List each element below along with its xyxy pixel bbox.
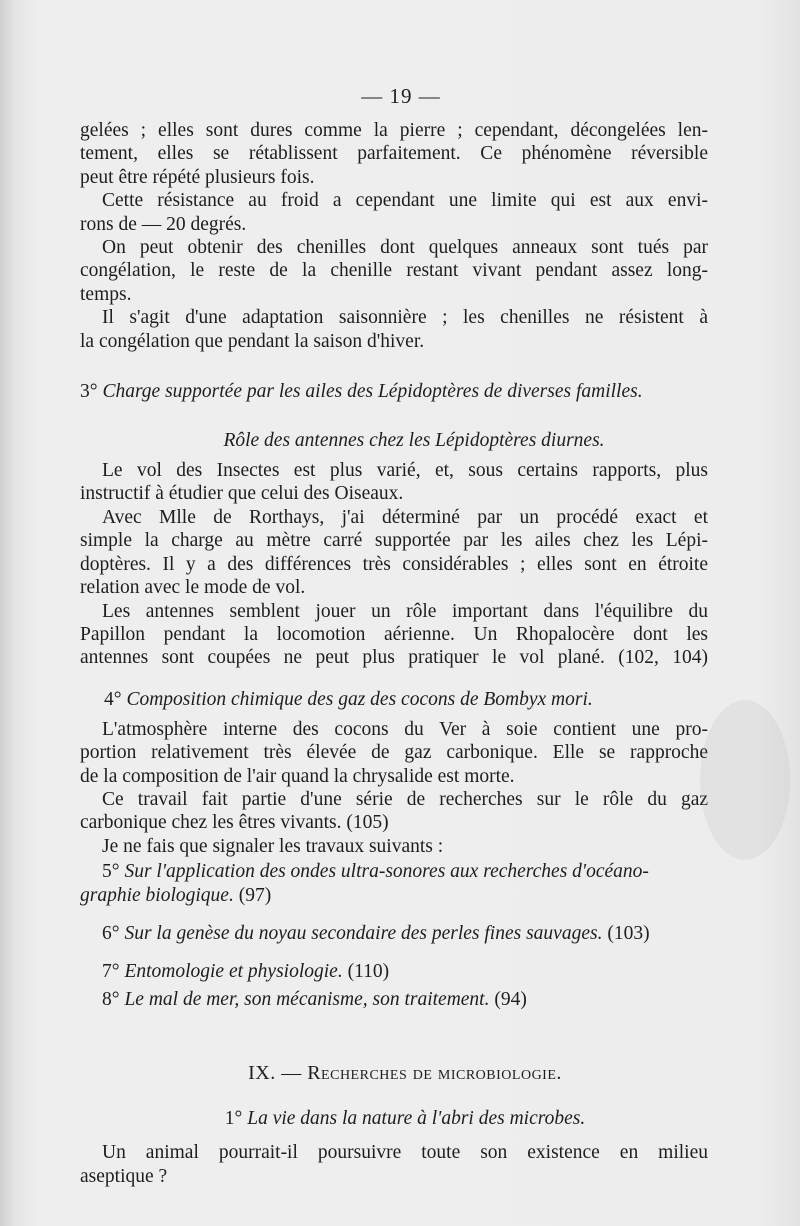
text-line: Papillon pendant la locomotion aérienne. Un Rhopalocère dont les [80, 623, 708, 645]
text-line: carbonique chez les êtres vivants. (105) [80, 812, 389, 834]
text-line: aseptique ? [80, 1165, 168, 1187]
paper-stain [700, 700, 790, 860]
text-line: instructif à étudier que celui des Oiseaux. [80, 483, 404, 505]
paragraph-insect-flight [80, 459, 708, 506]
page-number: — 19 — [361, 84, 441, 108]
item-number: 5° [102, 861, 120, 883]
paragraph-following-works: Je ne fais que signaler les travaux suivants : [102, 835, 444, 857]
item-title: Le mal de mer, son mécanisme, son traitement. [124, 989, 490, 1011]
section-title: La vie dans la nature à l'abri des microbes. [247, 1108, 586, 1130]
text-line: antennes sont coupées ne peut plus pratiquer le vol plané. (102, 104) [80, 647, 708, 669]
text-line: relation avec le mode de vol. [80, 577, 306, 599]
text-line: gelées ; elles sont dures comme la pierre ; cependant, décongelées len- [80, 120, 708, 141]
text-line: simple la charge au mètre carré supportée par les ailes chez les Lépi- [80, 530, 708, 552]
text-line: L'atmosphère interne des cocons du Ver à soie contient une pro- [102, 718, 708, 740]
item-number: 8° [102, 989, 120, 1011]
item-title: Sur l'application des ondes ultra-sonores aux recherches d'océano- [124, 861, 649, 883]
works-list [80, 860, 708, 1012]
text-line: congélation, le reste de la chenille restant vivant pendant assez long- [80, 260, 708, 282]
item-title: Entomologie et physiologie. [124, 961, 343, 983]
paragraph-wing-load [80, 506, 708, 600]
text-line: la congélation que pendant la saison d'hiver. [80, 330, 425, 352]
section-3-heading [80, 380, 708, 404]
item-reference: (110) [347, 961, 390, 983]
text-line: portion relativement très élevée de gaz carbonique. Elle se rapproche [80, 742, 708, 764]
section-ix-subheading [80, 1107, 708, 1131]
section-ix-heading [80, 1062, 708, 1085]
text-line: tement, elles se rétablissent parfaitement. Ce phénomène réversible [80, 143, 708, 165]
paragraph-carbonic-research [80, 788, 708, 835]
item-number: 7° [102, 961, 120, 983]
item-reference: (94) [494, 989, 527, 1011]
paragraph-cocoon-atmosphere [80, 718, 708, 788]
paragraph-cold-limit [80, 189, 708, 236]
section-4-heading [80, 688, 708, 712]
text-line: doptères. Il y a des différences très considérables ; elles sont en étroite [80, 553, 708, 575]
text-line: Cette résistance au froid a cependant une limite qui est aux envi- [102, 190, 708, 212]
section-number: IX. — [248, 1062, 302, 1085]
item-number: 6° [102, 923, 120, 945]
section-3-subheading: Rôle des antennes chez les Lépidoptères diurnes. [223, 430, 605, 452]
text-line: Les antennes semblent jouer un rôle important dans l'équilibre du [102, 600, 708, 622]
section-number: 3° [80, 381, 98, 403]
text-line: de la composition de l'air quand la chrysalide est morte. [80, 765, 515, 787]
item-reference: (97) [238, 885, 272, 907]
work-item-8 [80, 988, 708, 1012]
text-line: Ce travail fait partie d'une série de recherches sur le rôle du gaz [102, 788, 708, 810]
section-title: Charge supportée par les ailes des Lépidoptères de diverses familles. [102, 381, 643, 403]
text-line: On peut obtenir des chenilles dont quelques anneaux sont tués par [102, 237, 708, 259]
work-item-5 [80, 860, 708, 884]
paragraph-caterpillar-rings [80, 236, 708, 306]
work-item-7 [80, 960, 708, 984]
text-line: rons de — 20 degrés. [80, 213, 247, 235]
text-line: Avec Mlle de Rorthays, j'ai déterminé par un procédé exact et [102, 506, 708, 528]
text-line: Le vol des Insectes est plus varié, et, sous certains rapports, plus [102, 460, 708, 482]
item-title: Sur la genèse du noyau secondaire des perles fines sauvages. [124, 923, 603, 945]
section-title: Composition chimique des gaz des cocons de Bombyx mori. [126, 688, 593, 710]
section-title: Recherches de microbiologie. [307, 1062, 562, 1085]
text-line: temps. [80, 283, 132, 305]
text-line: Un animal pourrait-il poursuivre toute son existence en milieu [102, 1142, 708, 1164]
paragraph-aseptic [80, 1141, 708, 1188]
work-item-6 [80, 922, 708, 946]
paragraph-seasonal-adaptation [80, 306, 708, 353]
section-number: 1° [224, 1108, 243, 1130]
text-line: peut être répété plusieurs fois. [80, 166, 315, 188]
item-reference: (103) [607, 923, 650, 945]
paragraph-continuation [80, 119, 708, 189]
work-item-5-continued [80, 884, 708, 908]
text-line: Il s'agit d'une adaptation saisonnière ; les chenilles ne résistent à [102, 307, 708, 329]
item-title: graphie biologique. [80, 885, 234, 907]
paragraph-antennae [80, 600, 708, 670]
section-number: 4° [104, 688, 122, 710]
